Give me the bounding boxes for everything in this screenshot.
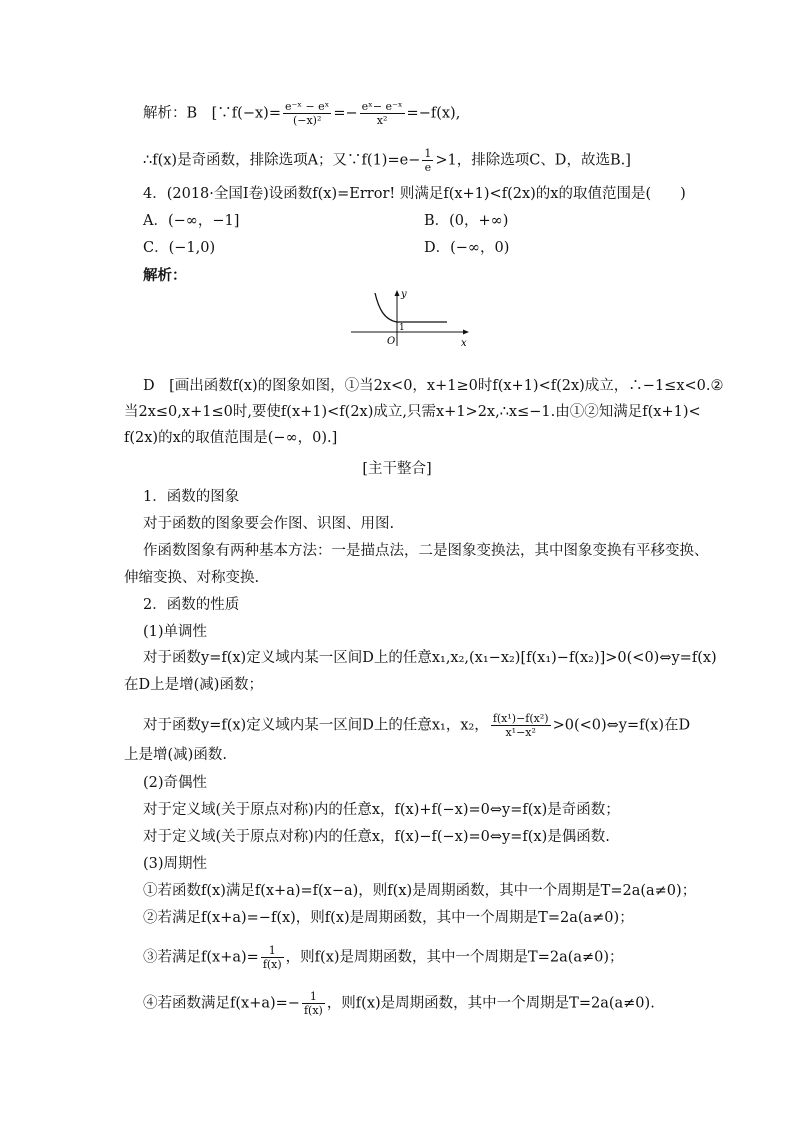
paragraph: 对于定义域(关于原点对称)内的任意x，f(x)−f(−x)=0⇔y=f(x)是偶函数.: [143, 829, 610, 845]
one-label: 1: [399, 323, 405, 333]
fraction-numerator: 1: [261, 944, 284, 958]
fraction-numerator: f(x¹)−f(x²): [492, 712, 549, 725]
subheading-parity: (2)奇偶性: [143, 775, 208, 791]
text: ，则f(x)是周期函数，其中一个周期是T=2a(a≠0)；: [285, 949, 624, 966]
heading-properties: 2．函数的性质: [143, 597, 240, 613]
text: 解析：B [∵f(−x)=: [143, 105, 281, 122]
q4-analysis-label: 解析：: [143, 267, 187, 284]
subheading-periodicity: (3)周期性: [143, 856, 208, 872]
fraction-denominator: e: [424, 161, 432, 174]
paragraph: 作函数图象有两种基本方法：一是描点法，二是图象变换法，其中图象变换有平移变换、: [143, 543, 709, 559]
x-axis-arrow: [463, 330, 469, 335]
q3-analysis-line2: [143, 147, 631, 174]
text: ③若满足f(x+a)=: [143, 949, 259, 966]
fraction-numerator: 1: [424, 147, 432, 160]
q4-option-d: D．(−∞，0): [424, 240, 510, 256]
fraction: [422, 147, 433, 174]
solution-line2: 当2x≤0,x+1≤0时,要使f(x+1)<f(2x)成立,只需x+1>2x,∴x≤−1.由①②知满足f(x+1)<: [124, 404, 701, 420]
fraction-denominator: f(x): [262, 958, 282, 971]
fraction-denominator: x²: [376, 114, 388, 127]
curve-left: [375, 293, 397, 322]
text: ∴f(x)是奇函数，排除选项A；又∵f(1)=e−: [143, 152, 421, 169]
fraction: [491, 712, 551, 739]
periodicity-item-2: ②若满足f(x+a)=−f(x)，则f(x)是周期函数，其中一个周期是T=2a(a≠0)；: [143, 910, 634, 926]
text: >1，排除选项C、D，故选B.]: [435, 152, 631, 169]
y-label: y: [401, 289, 407, 300]
q3-analysis-line1: [143, 100, 460, 127]
solution-line1: D [画出函数f(x)的图象如图，①当2x<0，x+1≥0时f(x+1)<f(2x)成立，∴−1≤x<0.②: [143, 378, 724, 394]
paragraph: 对于函数y=f(x)定义域内某一区间D上的任意x₁,x₂,(x₁−x₂)[f(x₁)−f(x₂)]>0(<0)⇔y=f(x): [143, 650, 717, 666]
paragraph: 对于函数的图象要会作图、识图、用图.: [143, 516, 395, 532]
y-axis-arrow: [395, 290, 400, 296]
origin-label: O: [387, 336, 396, 347]
paragraph: 对于定义域(关于原点对称)内的任意x，f(x)+f(−x)=0⇔y=f(x)是奇函数；: [143, 802, 620, 818]
text: 对于函数y=f(x)定义域内某一区间D上的任意x₁，x₂，: [143, 717, 489, 734]
text: ④若函数满足f(x+a)=−: [143, 995, 300, 1012]
paragraph-cont: 伸缩变换、对称变换.: [124, 570, 260, 586]
fraction-denominator: f(x): [303, 1004, 323, 1017]
fraction-numerator: 1: [302, 990, 325, 1004]
q4-option-c: C．(−1,0): [143, 240, 216, 256]
heading-graph: 1．函数的图象: [143, 489, 240, 505]
fraction-numerator: e⁻ˣ − eˣ: [284, 100, 330, 113]
paragraph-cont: 在D上是增(减)函数；: [124, 677, 263, 693]
q4-option-b: B．(0，+∞): [424, 213, 509, 229]
fraction: [283, 100, 331, 127]
fraction-denominator: x¹−x²: [505, 726, 536, 739]
periodicity-item-1: ①若函数f(x)满足f(x+a)=f(x−a)，则f(x)是周期函数，其中一个周期是T=2a(a≠0)；: [143, 883, 697, 899]
x-label: x: [461, 338, 467, 349]
q4-stem: 4．(2018·全国Ⅰ卷)设函数f(x)=Error! 则满足f(x+1)<f(2x)的x的取值范围是( ): [143, 186, 686, 202]
monotonicity-fraction-line: [143, 712, 690, 739]
fraction: [360, 100, 405, 127]
solution-line3: f(2x)的x的取值范围是(−∞，0).]: [124, 430, 338, 446]
q4-option-a: A．(−∞，−1]: [143, 213, 240, 229]
periodicity-item-4: [143, 990, 655, 1017]
subheading-monotonicity: (1)单调性: [143, 624, 208, 640]
fraction-numerator: eˣ− e⁻ˣ: [361, 100, 403, 113]
fraction: [261, 944, 284, 971]
fraction-denominator: (−x)²: [292, 114, 322, 127]
paragraph-cont: 上是增(减)函数.: [124, 747, 227, 763]
periodicity-item-3: [143, 944, 624, 971]
section-title: [主干整合]: [362, 461, 432, 477]
fraction: [302, 990, 325, 1017]
text: >0(<0)⇔y=f(x)在D: [552, 717, 691, 734]
text: ，则f(x)是周期函数，其中一个周期是T=2a(a≠0).: [326, 995, 655, 1012]
text: =−: [333, 105, 358, 122]
function-graph: [345, 288, 475, 350]
text: =−f(x),: [406, 105, 461, 122]
